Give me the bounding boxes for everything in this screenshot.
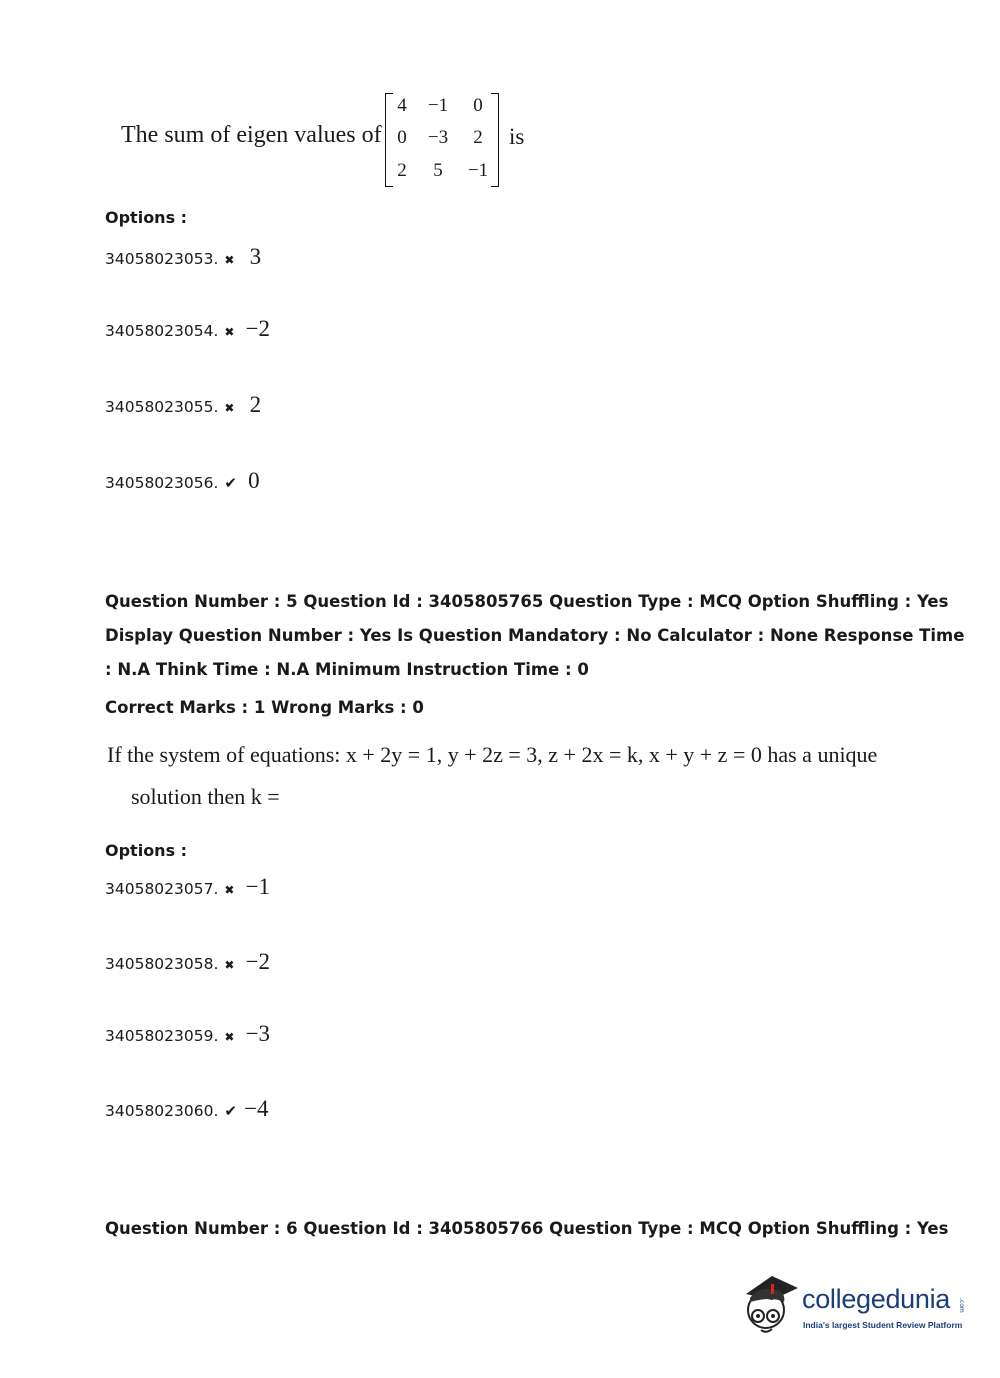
matrix-cell: 0 <box>473 95 483 116</box>
logo-suffix: .com <box>958 1298 965 1313</box>
option-row <box>105 949 270 975</box>
matrix-cell: 4 <box>397 95 407 116</box>
collegedunia-logo <box>742 1272 972 1342</box>
cross-icon: ✖ <box>224 325 235 339</box>
option-value: −4 <box>244 1096 269 1121</box>
matrix-cell: −3 <box>427 127 449 148</box>
matrix-cell: 2 <box>397 160 407 181</box>
cross-icon: ✖ <box>224 883 235 897</box>
question-5-meta: Question Number : 5 Question Id : 3405805765 Question Type : MCQ Option Shuffling : Yes <box>105 592 949 611</box>
question-6-meta: Question Number : 6 Question Id : 3405805766 Question Type : MCQ Option Shuffling : Yes <box>105 1219 949 1238</box>
option-row <box>105 1021 270 1047</box>
question-5-text: If the system of equations: x + 2y = 1, y + 2z = 3, z + 2x = k, x + y + z = 0 has a unique <box>107 742 878 767</box>
check-icon: ✔ <box>224 1102 237 1120</box>
check-icon: ✔ <box>224 474 237 492</box>
option-id: 34058023055. <box>105 398 219 416</box>
matrix-cell: 2 <box>473 127 483 148</box>
cross-icon: ✖ <box>224 253 235 267</box>
option-row <box>105 316 270 342</box>
option-value: 2 <box>249 392 262 417</box>
logo-tagline: India's largest Student Review Platform <box>803 1320 963 1330</box>
matrix-cell: 5 <box>433 160 443 181</box>
option-row <box>105 874 270 900</box>
question-5-text: solution then k = <box>131 784 280 809</box>
cross-icon: ✖ <box>224 958 235 972</box>
option-id: 34058023054. <box>105 322 219 340</box>
mascot-icon <box>742 1272 800 1342</box>
option-value: 3 <box>249 244 262 269</box>
option-value: 0 <box>248 468 260 493</box>
question-4-text-end: is <box>509 124 525 149</box>
option-id: 34058023056. <box>105 474 219 492</box>
option-id: 34058023060. <box>105 1102 219 1120</box>
option-value: −3 <box>245 1021 271 1046</box>
option-row <box>105 1096 269 1122</box>
question-5-meta: Display Question Number : Yes Is Question Mandatory : No Calculator : None Response Time <box>105 626 965 645</box>
question-4-text: The sum of eigen values of <box>121 122 382 148</box>
option-id: 34058023058. <box>105 955 219 973</box>
cross-icon: ✖ <box>224 401 235 415</box>
option-id: 34058023057. <box>105 880 219 898</box>
option-id: 34058023053. <box>105 250 219 268</box>
options-heading: Options : <box>105 208 188 227</box>
eigen-matrix <box>385 93 499 185</box>
matrix-cell: 0 <box>397 127 407 148</box>
question-5-marks: Correct Marks : 1 Wrong Marks : 0 <box>105 698 424 717</box>
question-5-meta: : N.A Think Time : N.A Minimum Instruction Time : 0 <box>105 660 589 679</box>
option-row <box>105 392 261 418</box>
option-value: −2 <box>245 949 271 974</box>
cross-icon: ✖ <box>224 1030 235 1044</box>
option-row <box>105 468 260 494</box>
options-heading: Options : <box>105 841 188 860</box>
matrix-cell: −1 <box>467 160 489 181</box>
option-value: −2 <box>245 316 271 341</box>
matrix-cell: −1 <box>427 95 449 116</box>
option-value: −1 <box>245 874 271 899</box>
option-id: 34058023059. <box>105 1027 219 1045</box>
logo-wordmark: collegedunia <box>802 1284 951 1314</box>
option-row <box>105 244 261 270</box>
